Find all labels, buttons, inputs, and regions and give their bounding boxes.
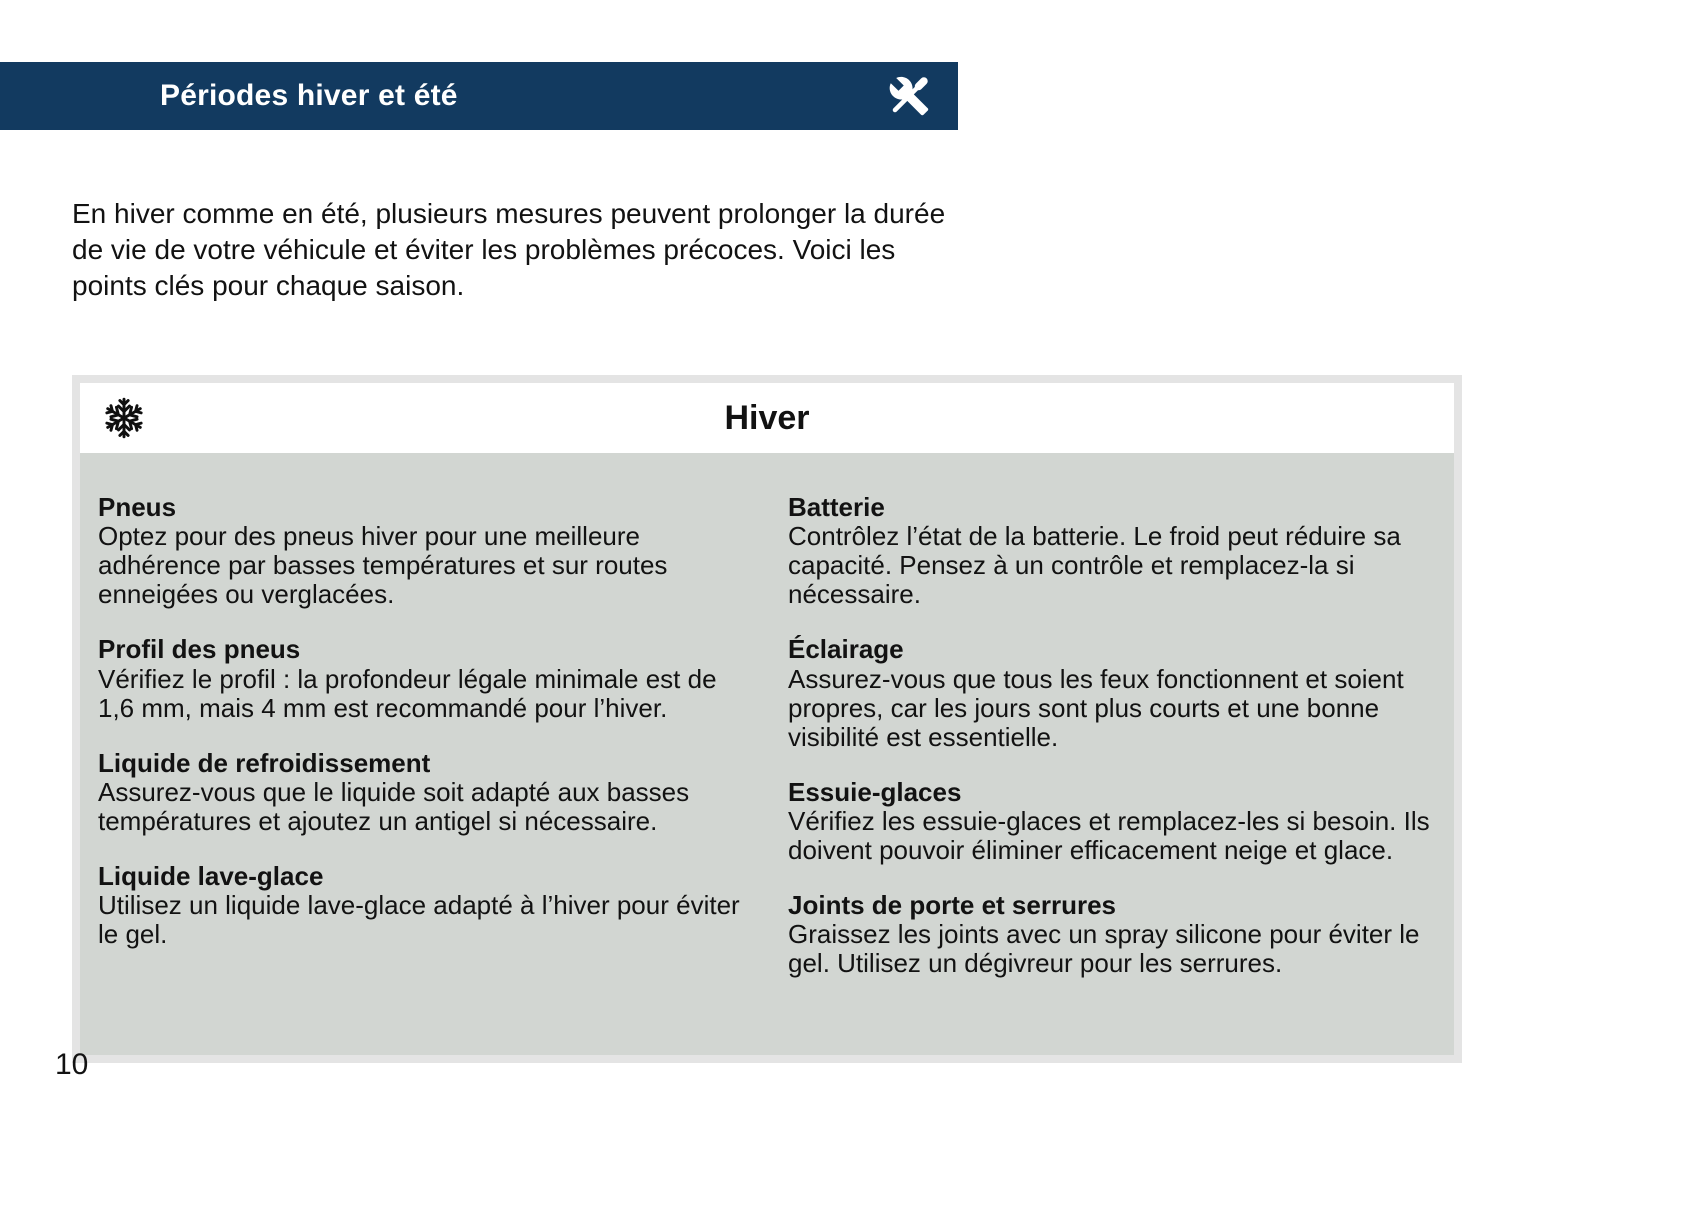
section-body: Assurez-vous que tous les feux fonctionnent et soient propres, car les jours sont plus courts et une bonne visibilité est essentielle. xyxy=(788,663,1404,752)
section-heading: Joints de porte et serrures xyxy=(788,890,1116,921)
card-title: Hiver xyxy=(724,398,810,437)
tools-icon xyxy=(888,75,930,117)
section-heading: Liquide lave-glace xyxy=(98,861,324,892)
winter-card xyxy=(72,375,1462,1063)
section-essuie-glaces xyxy=(788,778,1434,865)
section-heading: Liquide de refroidissement xyxy=(98,747,431,778)
section-eclairage xyxy=(788,635,1434,751)
section-body: Utilisez un liquide lave-glace adapté à l’hiver pour éviter le gel. xyxy=(98,890,740,950)
section-body: Graissez les joints avec un spray silicone pour éviter le gel. Utilisez un dégivreur pour les serrures. xyxy=(788,919,1420,979)
section-profil-des-pneus xyxy=(98,635,744,722)
section-joints-serrures xyxy=(788,891,1434,978)
section-liquide-refroidissement xyxy=(98,749,744,836)
section-heading: Pneus xyxy=(98,492,177,522)
section-body: Assurez-vous que le liquide soit adapté aux basses températures et ajoutez un antigel si nécessaire. xyxy=(98,776,690,836)
section-batterie xyxy=(788,493,1434,609)
page-title: Périodes hiver et été xyxy=(160,79,458,112)
page-number: 10 xyxy=(55,1048,89,1081)
intro-paragraph: En hiver comme en été, plusieurs mesures peuvent prolonger la durée de vie de votre véhicule et éviter les problèmes précoces. Voici les points clés pour chaque saison. xyxy=(72,198,946,302)
winter-card-header xyxy=(80,383,1454,453)
section-heading: Batterie xyxy=(788,492,885,522)
section-heading: Éclairage xyxy=(788,634,904,665)
section-heading: Profil des pneus xyxy=(98,634,301,665)
section-heading: Essuie-glaces xyxy=(788,776,962,807)
section-pneus xyxy=(98,493,744,609)
section-body: Vérifiez les essuie-glaces et remplacez-les si besoin. Ils doivent pouvoir éliminer efficacement neige et glace. xyxy=(788,805,1430,866)
section-body: Vérifiez le profil : la profondeur légale minimale est de 1,6 mm, mais 4 mm est recommandé pour l’hiver. xyxy=(98,663,717,723)
card-column-right xyxy=(788,493,1434,1005)
card-column-left xyxy=(98,493,744,1005)
winter-card-body xyxy=(80,453,1454,1055)
section-liquide-lave-glace xyxy=(98,862,744,949)
section-body: Contrôlez l’état de la batterie. Le froid peut réduire sa capacité. Pensez à un contrôle et remplacez-la si nécessaire. xyxy=(788,521,1401,610)
section-header-bar xyxy=(0,62,958,130)
section-body: Optez pour des pneus hiver pour une meilleure adhérence par basses températures et sur routes enneigées ou verglacées. xyxy=(98,521,668,610)
